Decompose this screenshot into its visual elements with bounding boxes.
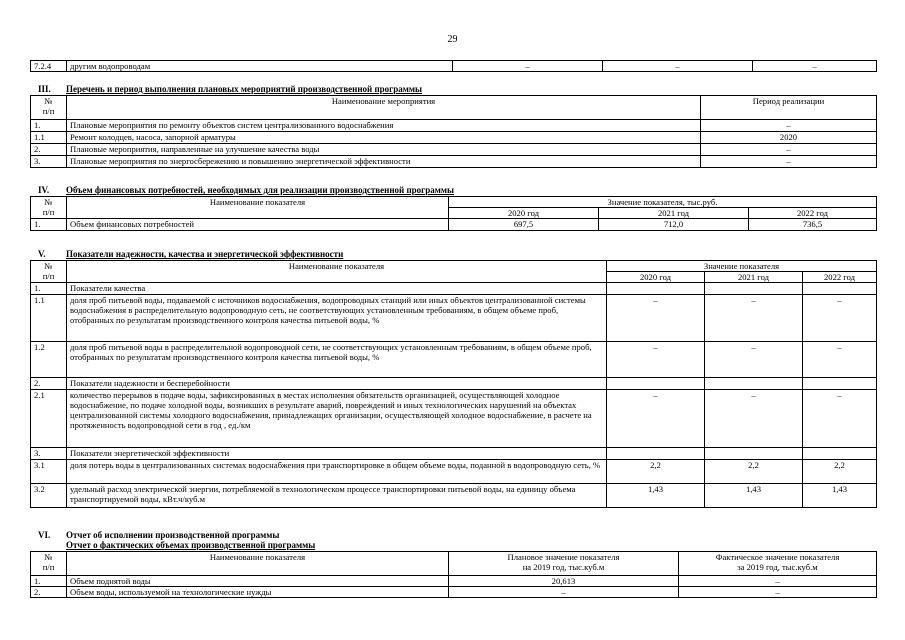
row-name: Объем финансовых потребностей bbox=[67, 219, 449, 231]
value-cell: – bbox=[705, 342, 803, 378]
row-period: 2020 bbox=[701, 132, 877, 144]
row-number: 1.1 bbox=[31, 295, 67, 342]
row-name: Показатели энергетической эффективности bbox=[67, 448, 607, 460]
section-3-table bbox=[30, 95, 877, 168]
table-row bbox=[31, 342, 877, 378]
row-number: 2. bbox=[31, 587, 67, 598]
row-name: Плановые мероприятия по ремонту объектов систем централизованного водоснабжения bbox=[67, 120, 701, 132]
row-number: 1.2 bbox=[31, 342, 67, 378]
value-cell: 1,43 bbox=[607, 484, 705, 508]
section-number: VI. bbox=[38, 530, 51, 540]
section-6-heading bbox=[38, 530, 279, 540]
table-row bbox=[31, 120, 877, 132]
table-row bbox=[31, 144, 877, 156]
value-cell: – bbox=[453, 61, 603, 72]
value-cell bbox=[705, 378, 803, 390]
row-name: Плановые мероприятия по энергосбережению и повышению энергетической эффективности bbox=[67, 156, 701, 168]
section-4-table bbox=[30, 196, 877, 231]
table-row bbox=[31, 283, 877, 295]
header-name: Наименование показателя bbox=[67, 261, 607, 283]
row-number: 2. bbox=[31, 144, 67, 156]
value-cell: – bbox=[753, 61, 877, 72]
row-number: 3.2 bbox=[31, 484, 67, 508]
header-plan: Плановое значение показателя на 2019 год, тыс.куб.м bbox=[449, 552, 679, 576]
plan-value: 20,613 bbox=[449, 576, 679, 587]
section-3-heading bbox=[38, 84, 422, 94]
row-number: 1.1 bbox=[31, 132, 67, 144]
value-cell: 2,2 bbox=[705, 460, 803, 484]
value-cell: – bbox=[607, 342, 705, 378]
row-name: другим водопроводам bbox=[67, 61, 453, 72]
row-number: 3.1 bbox=[31, 460, 67, 484]
value-cell: – bbox=[803, 390, 877, 448]
plan-value: – bbox=[449, 587, 679, 598]
value-cell: – bbox=[803, 295, 877, 342]
header-year: 2022 год bbox=[749, 208, 877, 219]
table-row bbox=[31, 484, 877, 508]
value-cell bbox=[803, 283, 877, 295]
header-value: Значение показателя bbox=[607, 261, 877, 272]
header-year: 2022 год bbox=[803, 272, 877, 283]
section-number: III. bbox=[38, 84, 51, 94]
section-title: Объем финансовых потребностей, необходимых для реализации производственной программы bbox=[66, 185, 455, 195]
row-name: Ремонт колодцев, насоса, запорной арматуры bbox=[67, 132, 701, 144]
header-num: № п/п bbox=[31, 552, 67, 576]
value-cell: 2,2 bbox=[803, 460, 877, 484]
value-cell bbox=[607, 448, 705, 460]
header-year: 2021 год bbox=[705, 272, 803, 283]
header-year: 2021 год bbox=[599, 208, 749, 219]
value-cell: – bbox=[607, 390, 705, 448]
fact-value: – bbox=[679, 576, 877, 587]
value-cell bbox=[705, 448, 803, 460]
header-name: Наименование показателя bbox=[67, 552, 449, 576]
header-num: № п/п bbox=[31, 96, 67, 120]
page-number: 29 bbox=[447, 34, 458, 45]
table-row bbox=[31, 460, 877, 484]
value-cell bbox=[803, 378, 877, 390]
value-cell: 736,5 bbox=[749, 219, 877, 231]
row-number: 7.2.4 bbox=[31, 61, 67, 72]
row-period: – bbox=[701, 144, 877, 156]
row-name: удельный расход электрической энергии, потребляемой в технологическом процессе транспортировки питьевой воды, на единицу объема транспортируемой воды, кВт.ч/куб.м bbox=[67, 484, 607, 508]
value-cell: 697,5 bbox=[449, 219, 599, 231]
value-cell: – bbox=[803, 342, 877, 378]
row-number: 2.1 bbox=[31, 390, 67, 448]
table-row bbox=[31, 448, 877, 460]
value-cell: – bbox=[705, 390, 803, 448]
table-row bbox=[31, 378, 877, 390]
value-cell: – bbox=[603, 61, 753, 72]
value-cell bbox=[607, 283, 705, 295]
value-cell bbox=[803, 448, 877, 460]
section-title: Показатели надежности, качества и энергетической эффективности bbox=[66, 249, 344, 259]
table-row bbox=[31, 390, 877, 448]
header-name: Наименование показателя bbox=[67, 197, 449, 219]
table-row bbox=[31, 587, 877, 598]
section-6-table bbox=[30, 551, 877, 598]
header-num: № п/п bbox=[31, 197, 67, 219]
section-5-table bbox=[30, 260, 877, 508]
table-row bbox=[31, 156, 877, 168]
table-row bbox=[31, 576, 877, 587]
header-value: Значение показателя, тыс.руб. bbox=[449, 197, 877, 208]
section-number: V. bbox=[38, 249, 46, 259]
top-row-table bbox=[30, 60, 877, 72]
table-row bbox=[31, 132, 877, 144]
header-num: № п/п bbox=[31, 261, 67, 283]
row-name: Показатели надежности и бесперебойности bbox=[67, 378, 607, 390]
section-6-subheading bbox=[66, 540, 315, 550]
table-row bbox=[31, 295, 877, 342]
value-cell: – bbox=[607, 295, 705, 342]
value-cell: 1,43 bbox=[705, 484, 803, 508]
value-cell: 712,0 bbox=[599, 219, 749, 231]
row-name: доля проб питьевой воды в распределительной водопроводной сети, не соответствующих установленным требованиям, в общем объеме проб, отобранных по результатам производственного контроля качества питьевой воды, % bbox=[67, 342, 607, 378]
value-cell: 2,2 bbox=[607, 460, 705, 484]
value-cell bbox=[705, 283, 803, 295]
row-name: количество перерывов в подаче воды, зафиксированных в местах исполнения обязательств организацией, осуществляющей холодное водоснабжение, по подаче холодной воды, возникших в результате аварий, повреждений и иных технологических нарушений на объектах централизованной системы холодного водоснабжения, принадлежащих организации, осуществляющей холодное водоснабжение, в расчете на протяженность водопроводной сети в год , ед./км bbox=[67, 390, 607, 448]
row-period: – bbox=[701, 156, 877, 168]
row-name: Показатели качества bbox=[67, 283, 607, 295]
header-period: Период реализации bbox=[701, 96, 877, 120]
header-year: 2020 год bbox=[607, 272, 705, 283]
row-number: 3. bbox=[31, 156, 67, 168]
row-number: 1. bbox=[31, 576, 67, 587]
row-period: – bbox=[701, 120, 877, 132]
section-5-heading bbox=[38, 249, 343, 259]
table-row bbox=[31, 219, 877, 231]
value-cell: 1,43 bbox=[803, 484, 877, 508]
row-name: Объем поднятой воды bbox=[67, 576, 449, 587]
fact-value: – bbox=[679, 587, 877, 598]
row-number: 1. bbox=[31, 283, 67, 295]
value-cell: – bbox=[705, 295, 803, 342]
row-name: доля проб питьевой воды, подаваемой с источников водоснабжения, водопроводных станций или иных объектов централизованной системы водоснабжения в распределительную водопроводную сеть, не соответствующих установленным требованиям, в общем объеме проб, отобранных по результатам производственного контроля качества питьевой воды, % bbox=[67, 295, 607, 342]
row-name: доля потерь воды в централизованных системах водоснабжения при транспортировке в общем объеме воды, поданной в водопроводную сеть, % bbox=[67, 460, 607, 484]
header-name: Наименование мероприятия bbox=[67, 96, 701, 120]
row-number: 3. bbox=[31, 448, 67, 460]
row-number: 1. bbox=[31, 120, 67, 132]
section-title: Перечень и период выполнения плановых мероприятий производственной программы bbox=[66, 84, 423, 94]
header-fact: Фактическое значение показателя за 2019 год, тыс.куб.м bbox=[679, 552, 877, 576]
row-name: Объем воды, используемой на технологические нужды bbox=[67, 587, 449, 598]
row-name: Плановые мероприятия, направленные на улучшение качества воды bbox=[67, 144, 701, 156]
section-subtitle: Отчет о фактических объемах производственной программы bbox=[66, 540, 316, 550]
section-title: Отчет об исполнении производственной программы bbox=[66, 530, 280, 540]
section-4-heading bbox=[38, 185, 454, 195]
value-cell bbox=[607, 378, 705, 390]
header-year: 2020 год bbox=[449, 208, 599, 219]
section-number: IV. bbox=[38, 185, 50, 195]
row-number: 1. bbox=[31, 219, 67, 231]
row-number: 2. bbox=[31, 378, 67, 390]
